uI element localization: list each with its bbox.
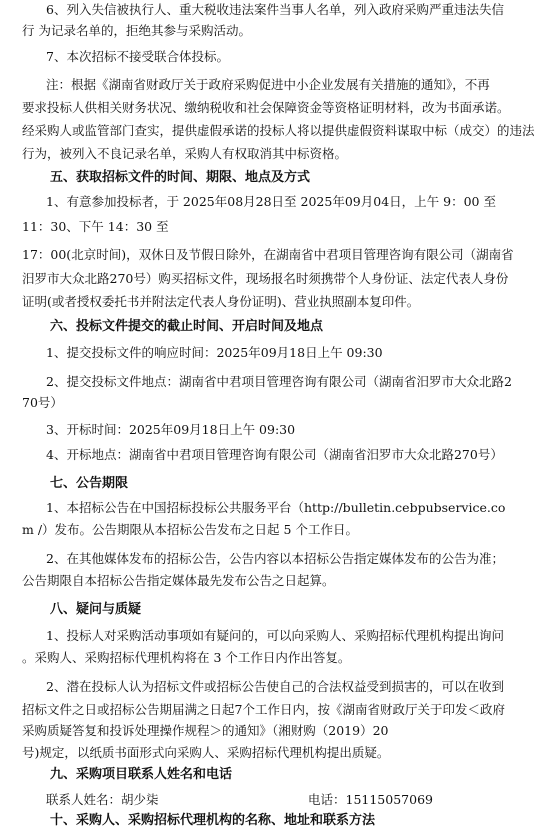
text-line: 3、开标时间：2025年09月18日上午 09:30: [46, 422, 296, 437]
text-line: 行为，被列入不良记录名单，采购人有权取消其中标资格。: [22, 146, 348, 161]
section-heading: 五、获取招标文件的时间、期限、地点及方式: [50, 170, 311, 185]
text-line: 17：00(北京时间)，双休日及节假日除外，在湖南省中君项目管理咨询有限公司（湖南省: [22, 247, 514, 262]
text-line: 汨罗市大众北路270号）购买招标文件，现场报名时须携带个人身份证、法定代表人身份: [22, 271, 509, 286]
text-line: 行 为记录名单的，拒绝其参与采购活动。: [22, 23, 251, 38]
section-heading: 七、公告期限: [50, 476, 129, 491]
text-line: 招标文件之日或招标公告期届满之日起7个工作日内，按《湖南省财政厅关于印发＜政府: [22, 702, 505, 717]
text-line: 6、列入失信被执行人、重大税收违法案件当事人名单，列入政府采购严重违法失信: [46, 2, 504, 17]
text-line: 2、在其他媒体发布的招标公告，公告内容以本招标公告指定媒体发布的公告为准；: [46, 551, 504, 566]
text-line: 2、潜在投标人认为招标文件或招标公告使自己的合法权益受到损害的，可以在收到: [46, 679, 504, 694]
text-line: 经采购人或监管部门查实，提供虚假承诺的投标人将以提供虚假资料谋取中标（成交）的违法: [22, 123, 535, 138]
text-line: m /）发布。公告期限从本招标公告发布之日起 5 个工作日。: [22, 522, 358, 537]
text-line: 要求投标人供相关财务状况、缴纳税收和社会保障资金等资格证明材料，改为书面承诺。: [22, 100, 510, 115]
section-heading: 八、疑问与质疑: [50, 602, 142, 617]
text-line: 70号）: [22, 395, 63, 410]
section-heading: 六、投标文件提交的截止时间、开启时间及地点: [50, 319, 324, 334]
section-heading: 九、采购项目联系人姓名和电话: [50, 767, 233, 782]
text-line: 4、开标地点：湖南省中君项目管理咨询有限公司（湖南省汨罗市大众北路270号）: [46, 447, 503, 462]
text-line: 公告期限自本招标公告指定媒体最先发布公告之日起算。: [22, 573, 335, 588]
text-line: 1、提交投标文件的响应时间：2025年09月18日上午 09:30: [46, 345, 383, 360]
text-line: 1、本招标公告在中国招标投标公共服务平台（http://bulletin.cebpubservice.co: [46, 500, 506, 515]
text-line: 号)规定，以纸质书面形式向采购人、采购招标代理机构提出质疑。: [22, 745, 390, 760]
text-line: 1、投标人对采购活动事项如有疑问的，可以向采购人、采购招标代理机构提出询问: [46, 628, 504, 643]
text-line: 11：30、下午 14：30 至: [22, 219, 169, 234]
section-heading: 十、采购人、采购招标代理机构的名称、地址和联系方法: [50, 813, 376, 828]
contact-phone: 电话：15115057069: [308, 792, 433, 807]
text-line: 注：根据《湖南省财政厅关于政府采购促进中小企业发展有关措施的通知》，不再: [46, 77, 490, 92]
text-line: 证明(或者授权委托书并附法定代表人身份证明)、营业执照副本复印件。: [22, 294, 420, 309]
text-line: 1、有意参加投标者，于 2025年08月28日至 2025年09月04日，上午 9：00 至: [46, 194, 496, 209]
text-line: 2、提交投标文件地点：湖南省中君项目管理咨询有限公司（湖南省汨罗市大众北路2: [46, 374, 512, 389]
text-line: 7、本次招标不接受联合体投标。: [46, 49, 229, 64]
contact-name: 联系人姓名：胡少柒: [46, 792, 159, 807]
text-line: 。采购人、采购招标代理机构将在 3 个工作日内作出答复。: [22, 650, 351, 665]
text-line: 采购质疑答复和投诉处理操作规程＞的通知》（湘财购（2019）20: [22, 723, 389, 738]
